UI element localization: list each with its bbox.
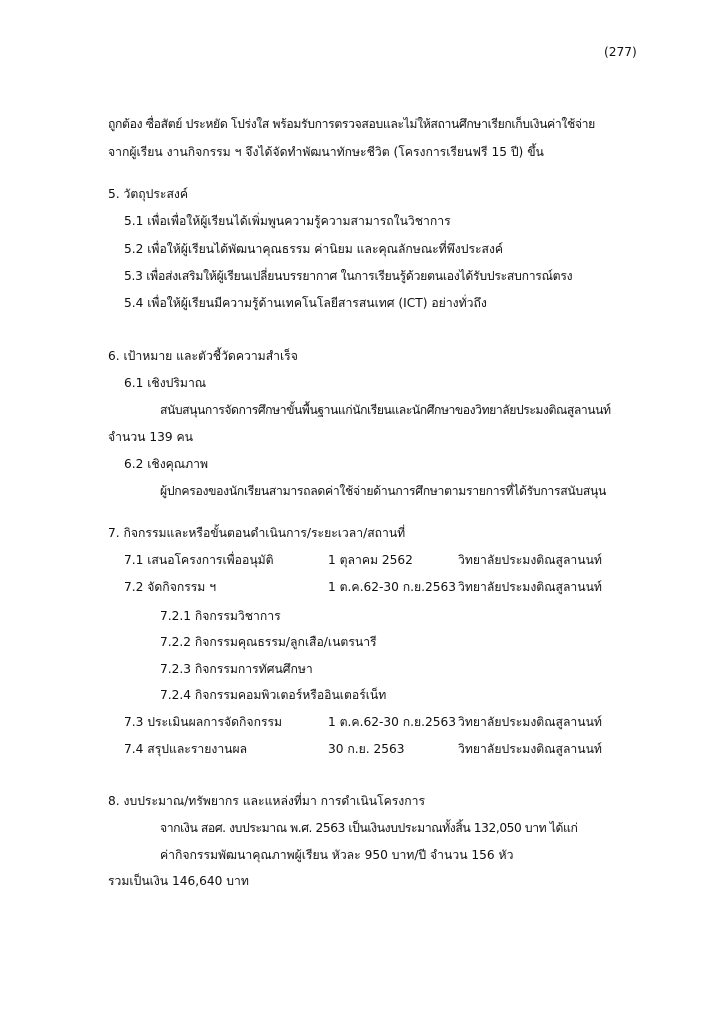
- activity-7-2-2: 7.2.2 กิจกรรมคุณธรรม/ลูกเสือ/เนตรนารี: [160, 635, 377, 649]
- subsection-6-2-text: ผู้ปกครองของนักเรียนสามารถลดค่าใช้จ่ายด้านการศึกษาตามรายการที่ได้รับการสนับสนุน: [160, 484, 607, 498]
- row-period: 30 ก.ย. 2563: [328, 742, 405, 756]
- subsection-6-2-heading: 6.2 เชิงคุณภาพ: [124, 457, 209, 471]
- subsection-6-1-text: สนับสนุนการจัดการศึกษาขั้นพื้นฐานแก่นักเรียนและนักศึกษาของวิทยาลัยประมงติณสูลานนท์: [160, 403, 611, 417]
- row-place: วิทยาลัยประมงติณสูลานนท์: [458, 580, 602, 594]
- schedule-row: [0, 741, 724, 759]
- row-activity: 7.3 ประเมินผลการจัดกิจกรรม: [124, 715, 283, 729]
- subsection-6-1-count: จำนวน 139 คน: [108, 430, 193, 444]
- section-6-heading: 6. เป้าหมาย และตัวชี้วัดความสำเร็จ: [108, 349, 298, 363]
- row-place: วิทยาลัยประมงติณสูลานนท์: [458, 742, 602, 756]
- budget-total: รวมเป็นเงิน 146,640 บาท: [108, 874, 249, 888]
- subsection-6-1-heading: 6.1 เชิงปริมาณ: [124, 376, 207, 390]
- section-8-heading: 8. งบประมาณ/ทรัพยากร และแหล่งที่มา การดำเนินโครงการ: [108, 794, 425, 808]
- budget-line-1: จากเงิน สอศ. งบประมาณ พ.ศ. 2563 เป็นเงินงบประมาณทั้งสิ้น 132,050 บาท ได้แก่: [160, 821, 578, 835]
- row-period: 1 ต.ค.62-30 ก.ย.2563: [328, 580, 457, 594]
- page-number: (277): [604, 45, 637, 59]
- objective-5-2: 5.2 เพื่อให้ผู้เรียนได้พัฒนาคุณธรรม ค่านิยม และคุณลักษณะที่พึงประสงค์: [124, 242, 504, 256]
- schedule-row: [0, 552, 724, 570]
- schedule-row: [0, 579, 724, 597]
- section-7-heading: 7. กิจกรรมและหรือขั้นตอนดำเนินการ/ระยะเวลา/สถานที่: [108, 526, 406, 540]
- row-period: 1 ตุลาคม 2562: [328, 553, 413, 567]
- objective-5-4: 5.4 เพื่อให้ผู้เรียนมีความรู้ด้านเทคโนโลยีสารสนเทศ (ICT) อย่างทั่วถึง: [124, 296, 487, 310]
- schedule-row: [0, 714, 724, 732]
- activity-7-2-1: 7.2.1 กิจกรรมวิชาการ: [160, 609, 281, 623]
- section-5-heading: 5. วัตถุประสงค์: [108, 187, 189, 201]
- activity-7-2-3: 7.2.3 กิจกรรมการทัศนศึกษา: [160, 662, 313, 676]
- intro-line-2: จากผู้เรียน งานกิจกรรม ฯ จึงได้จัดทำพัฒนาทักษะชีวิต (โครงการเรียนฟรี 15 ปี) ขึ้น: [108, 145, 544, 159]
- objective-5-1: 5.1 เพื่อเพื่อให้ผู้เรียนได้เพิ่มพูนความรู้ความสามารถในวิชาการ: [124, 214, 451, 228]
- objective-5-3: 5.3 เพื่อส่งเสริมให้ผู้เรียนเปลี่ยนบรรยากาศ ในการเรียนรู้ด้วยตนเองได้รับประสบการณ์ตรง: [124, 269, 573, 283]
- activity-7-2-4: 7.2.4 กิจกรรมคอมพิวเตอร์หรืออินเตอร์เน็ท: [160, 688, 387, 702]
- budget-line-2: ค่ากิจกรรมพัฒนาคุณภาพผู้เรียน หัวละ 950 บาท/ปี จำนวน 156 หัว: [160, 848, 514, 862]
- row-place: วิทยาลัยประมงติณสูลานนท์: [458, 715, 602, 729]
- row-period: 1 ต.ค.62-30 ก.ย.2563: [328, 715, 457, 729]
- intro-line-1: ถูกต้อง ซื่อสัตย์ ประหยัด โปร่งใส พร้อมรับการตรวจสอบและไม่ให้สถานศึกษาเรียกเก็บเงินค่าใช้จ่าย: [108, 117, 595, 131]
- row-activity: 7.4 สรุปและรายงานผล: [124, 742, 248, 756]
- row-activity: 7.2 จัดกิจกรรม ฯ: [124, 580, 217, 594]
- row-activity: 7.1 เสนอโครงการเพื่ออนุมัติ: [124, 553, 274, 567]
- row-place: วิทยาลัยประมงติณสูลานนท์: [458, 553, 602, 567]
